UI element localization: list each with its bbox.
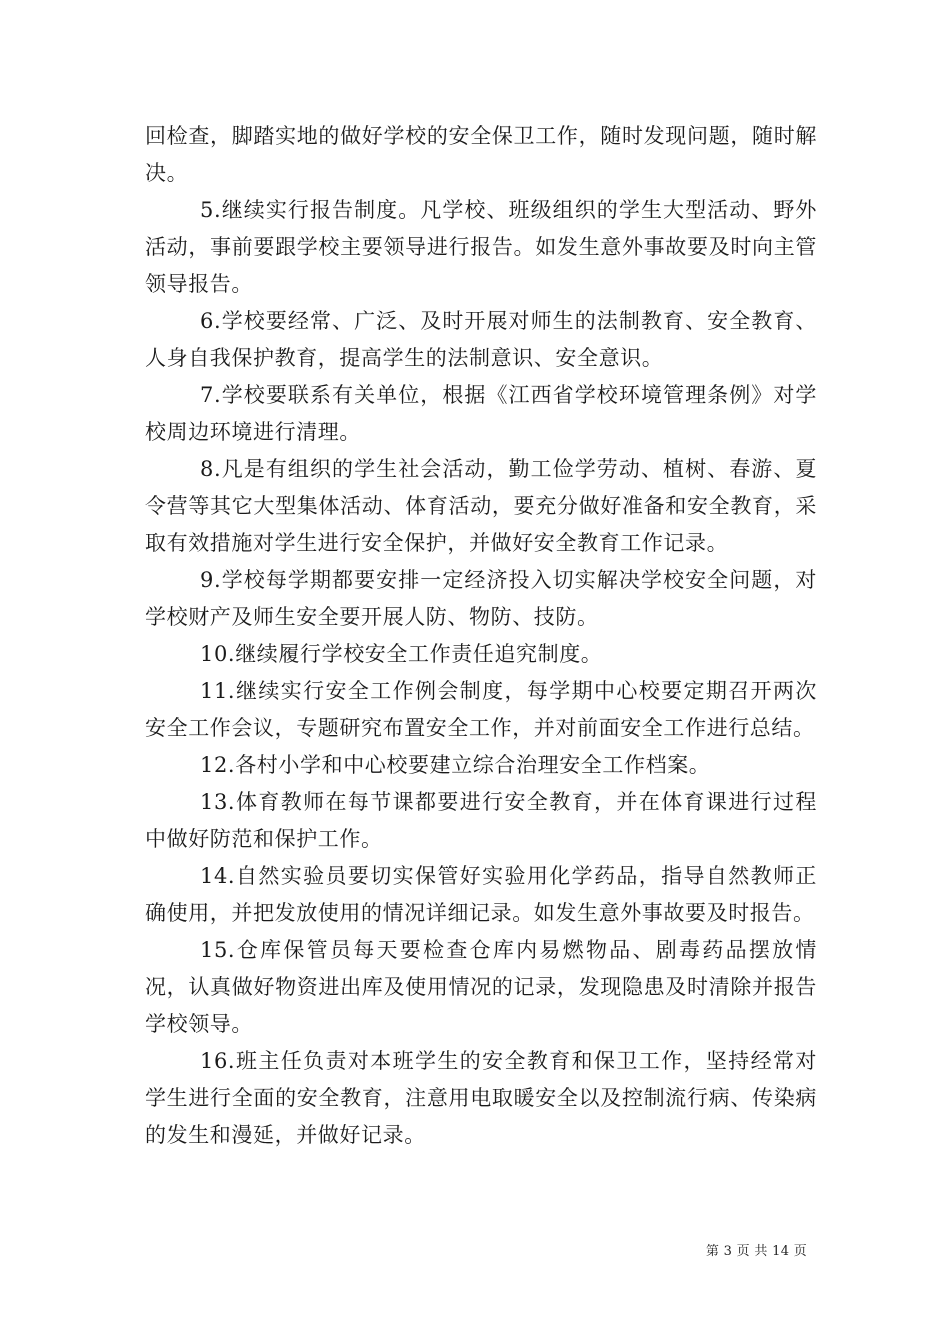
paragraph-item-9: 9.学校每学期都要安排一定经济投入切实解决学校安全问题，对学校财产及师生安全要开展人防、物防、技防。 xyxy=(145,568,817,629)
paragraph-item-16: 16.班主任负责对本班学生的安全教育和保卫工作，坚持经常对学生进行全面的安全教育，注意用电取暖安全以及控制流行病、传染病的发生和漫延，并做好记录。 xyxy=(145,1049,817,1147)
paragraph-item-15: 15.仓库保管员每天要检查仓库内易燃物品、剧毒药品摆放情况，认真做好物资进出库及使用情况的记录，发现隐患及时清除并报告学校领导。 xyxy=(145,938,817,1036)
paragraph-item-12: 12.各村小学和中心校要建立综合治理安全工作档案。 xyxy=(200,753,711,777)
paragraph-item-10: 10.继续履行学校安全工作责任追究制度。 xyxy=(200,642,603,666)
paragraph-item-11: 11.继续实行安全工作例会制度，每学期中心校要定期召开两次安全工作会议，专题研究布置安全工作，并对前面安全工作进行总结。 xyxy=(145,679,817,740)
document-body xyxy=(145,118,817,1154)
page-number-footer: 第 3 页 共 14 页 xyxy=(705,1244,807,1259)
paragraph-item-7: 7.学校要联系有关单位，根据《江西省学校环境管理条例》对学校周边环境进行清理。 xyxy=(145,383,817,444)
paragraph-item-8: 8.凡是有组织的学生社会活动，勤工俭学劳动、植树、春游、夏令营等其它大型集体活动、体育活动，要充分做好准备和安全教育，采取有效措施对学生进行安全保护，并做好安全教育工作记录。 xyxy=(145,457,817,555)
paragraph-continued: 回检查，脚踏实地的做好学校的安全保卫工作，随时发现问题，随时解决。 xyxy=(145,124,817,185)
paragraph-item-14: 14.自然实验员要切实保管好实验用化学药品，指导自然教师正确使用，并把发放使用的情况详细记录。如发生意外事故要及时报告。 xyxy=(145,864,817,925)
paragraph-item-13: 13.体育教师在每节课都要进行安全教育，并在体育课进行过程中做好防范和保护工作。 xyxy=(145,790,817,851)
paragraph-item-6: 6.学校要经常、广泛、及时开展对师生的法制教育、安全教育、人身自我保护教育，提高学生的法制意识、安全意识。 xyxy=(145,309,817,370)
paragraph-item-5: 5.继续实行报告制度。凡学校、班级组织的学生大型活动、野外活动，事前要跟学校主要领导进行报告。如发生意外事故要及时向主管领导报告。 xyxy=(145,198,817,296)
